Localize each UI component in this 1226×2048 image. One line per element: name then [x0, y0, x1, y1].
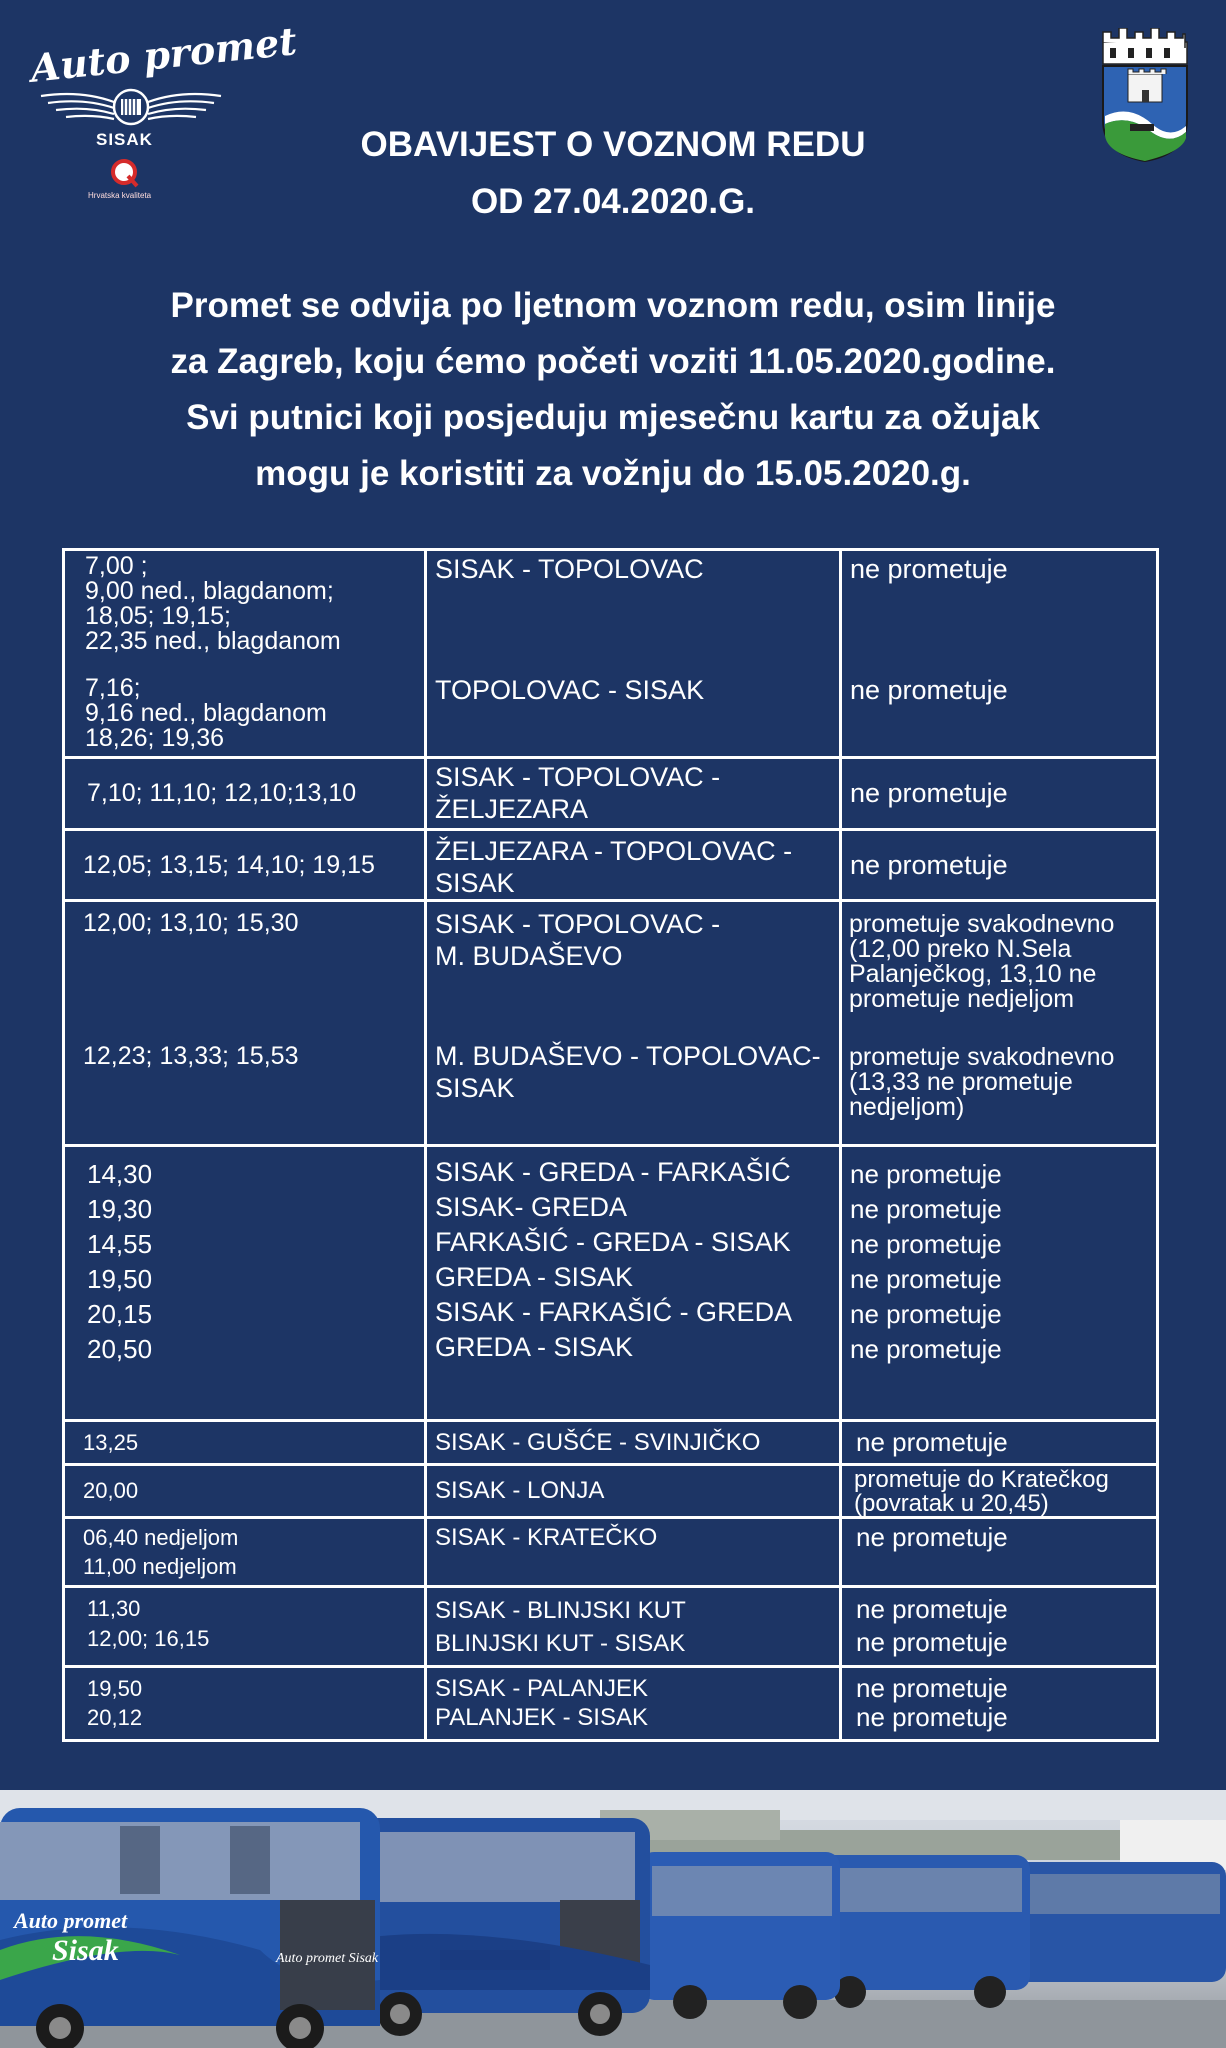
title-line-1: OBAVIJEST O VOZNOM REDU	[360, 125, 866, 164]
logo-script: Auto promet	[28, 18, 299, 91]
bus-city-text: Sisak	[52, 1934, 119, 1967]
note-cell: ne prometuje	[841, 1421, 1158, 1465]
times-cell: 7,10; 11,10; 12,10;13,10	[64, 758, 426, 830]
page-title	[0, 116, 1226, 230]
quality-label: Hrvatska kvaliteta	[88, 191, 152, 200]
route-cell: SISAK - LONJA	[426, 1465, 841, 1518]
times-cell: 06,40 nedjeljom 11,00 nedjeljom	[64, 1518, 426, 1587]
bus-brand-text: Auto promet	[14, 1908, 128, 1933]
times-cell: 7,00 ; 9,00 ned., blagdanom; 18,05; 19,15; 22,35 ned., blagdanom 7,16; 9,16 ned., blagdanom 18,26; 19,36	[64, 550, 426, 758]
times-cell: 20,00	[64, 1465, 426, 1518]
times-cell: 12,00; 13,10; 15,30 12,23; 13,33; 15,53	[64, 901, 426, 1146]
times-cell: 11,30 12,00; 16,15	[64, 1587, 426, 1667]
table-row	[64, 550, 1158, 758]
table-row	[64, 1667, 1158, 1741]
note-cell: ne prometuje ne prometuje	[841, 550, 1158, 758]
note-cell: ne prometuje ne prometuje	[841, 1587, 1158, 1667]
notice-line-2: za Zagreb, koju ćemo početi voziti 11.05.2020.godine.	[170, 342, 1056, 381]
times-cell: 14,30 19,30 14,55 19,50 20,15 20,50	[64, 1146, 426, 1421]
notice-line-3: Svi putnici koji posjeduju mjesečnu kartu za ožujak	[186, 398, 1040, 437]
times-cell: 19,50 20,12	[64, 1667, 426, 1741]
route-cell: SISAK - GREDA - FARKAŠIĆ SISAK- GREDA FARKAŠIĆ - GREDA - SISAK GREDA - SISAK SISAK - FARKAŠIĆ - GREDA GREDA - SISAK	[426, 1146, 841, 1421]
table-row	[64, 1518, 1158, 1587]
note-cell: ne prometuje	[841, 1518, 1158, 1587]
route-cell: SISAK - TOPOLOVAC - ŽELJEZARA	[426, 758, 841, 830]
notice-text	[0, 278, 1226, 502]
table-row	[64, 901, 1158, 1146]
route-cell: SISAK - KRATEČKO	[426, 1518, 841, 1587]
route-cell: SISAK - BLINJSKI KUT BLINJSKI KUT - SISAK	[426, 1587, 841, 1667]
route-cell: SISAK - PALANJEK PALANJEK - SISAK	[426, 1667, 841, 1741]
note-cell: prometuje do Kratečkog (povratak u 20,45)	[841, 1465, 1158, 1518]
route-cell: SISAK - TOPOLOVAC - M. BUDAŠEVO M. BUDAŠEVO - TOPOLOVAC- SISAK	[426, 901, 841, 1146]
title-line-2: OD 27.04.2020.G.	[470, 182, 756, 221]
route-cell: ŽELJEZARA - TOPOLOVAC - SISAK	[426, 830, 841, 901]
times-cell: 13,25	[64, 1421, 426, 1465]
notice-line-1: Promet se odvija po ljetnom voznom redu, osim linije	[170, 286, 1056, 325]
bus-side-text: Auto promet Sisak	[276, 1951, 379, 1966]
times-cell: 12,05; 13,15; 14,10; 19,15	[64, 830, 426, 901]
bus-fleet-illustration	[0, 1790, 1226, 2048]
table-row	[64, 1146, 1158, 1421]
route-cell: SISAK - GUŠĆE - SVINJIČKO	[426, 1421, 841, 1465]
table-row	[64, 758, 1158, 830]
table-row	[64, 1465, 1158, 1518]
note-cell: ne prometuje	[841, 830, 1158, 901]
note-cell: ne prometuje ne prometuje	[841, 1667, 1158, 1741]
logo-city: SISAK	[96, 130, 153, 149]
route-cell: SISAK - TOPOLOVAC TOPOLOVAC - SISAK	[426, 550, 841, 758]
note-cell: ne prometuje	[841, 758, 1158, 830]
bus-fleet-photo	[0, 1790, 1226, 2048]
table-row	[64, 830, 1158, 901]
notice-line-4: mogu je koristiti za vožnju do 15.05.2020.g.	[255, 454, 971, 493]
note-cell: prometuje svakodnevno (12,00 preko N.Sela Palanječkog, 13,10 ne prometuje nedjeljom prometuje svakodnevno (13,33 ne prometuje nedjeljom)	[841, 901, 1158, 1146]
table-row	[64, 1587, 1158, 1667]
table-row	[64, 1421, 1158, 1465]
note-cell: ne prometuje ne prometuje ne prometuje ne prometuje ne prometuje ne prometuje	[841, 1146, 1158, 1421]
timetable	[62, 548, 1159, 1742]
